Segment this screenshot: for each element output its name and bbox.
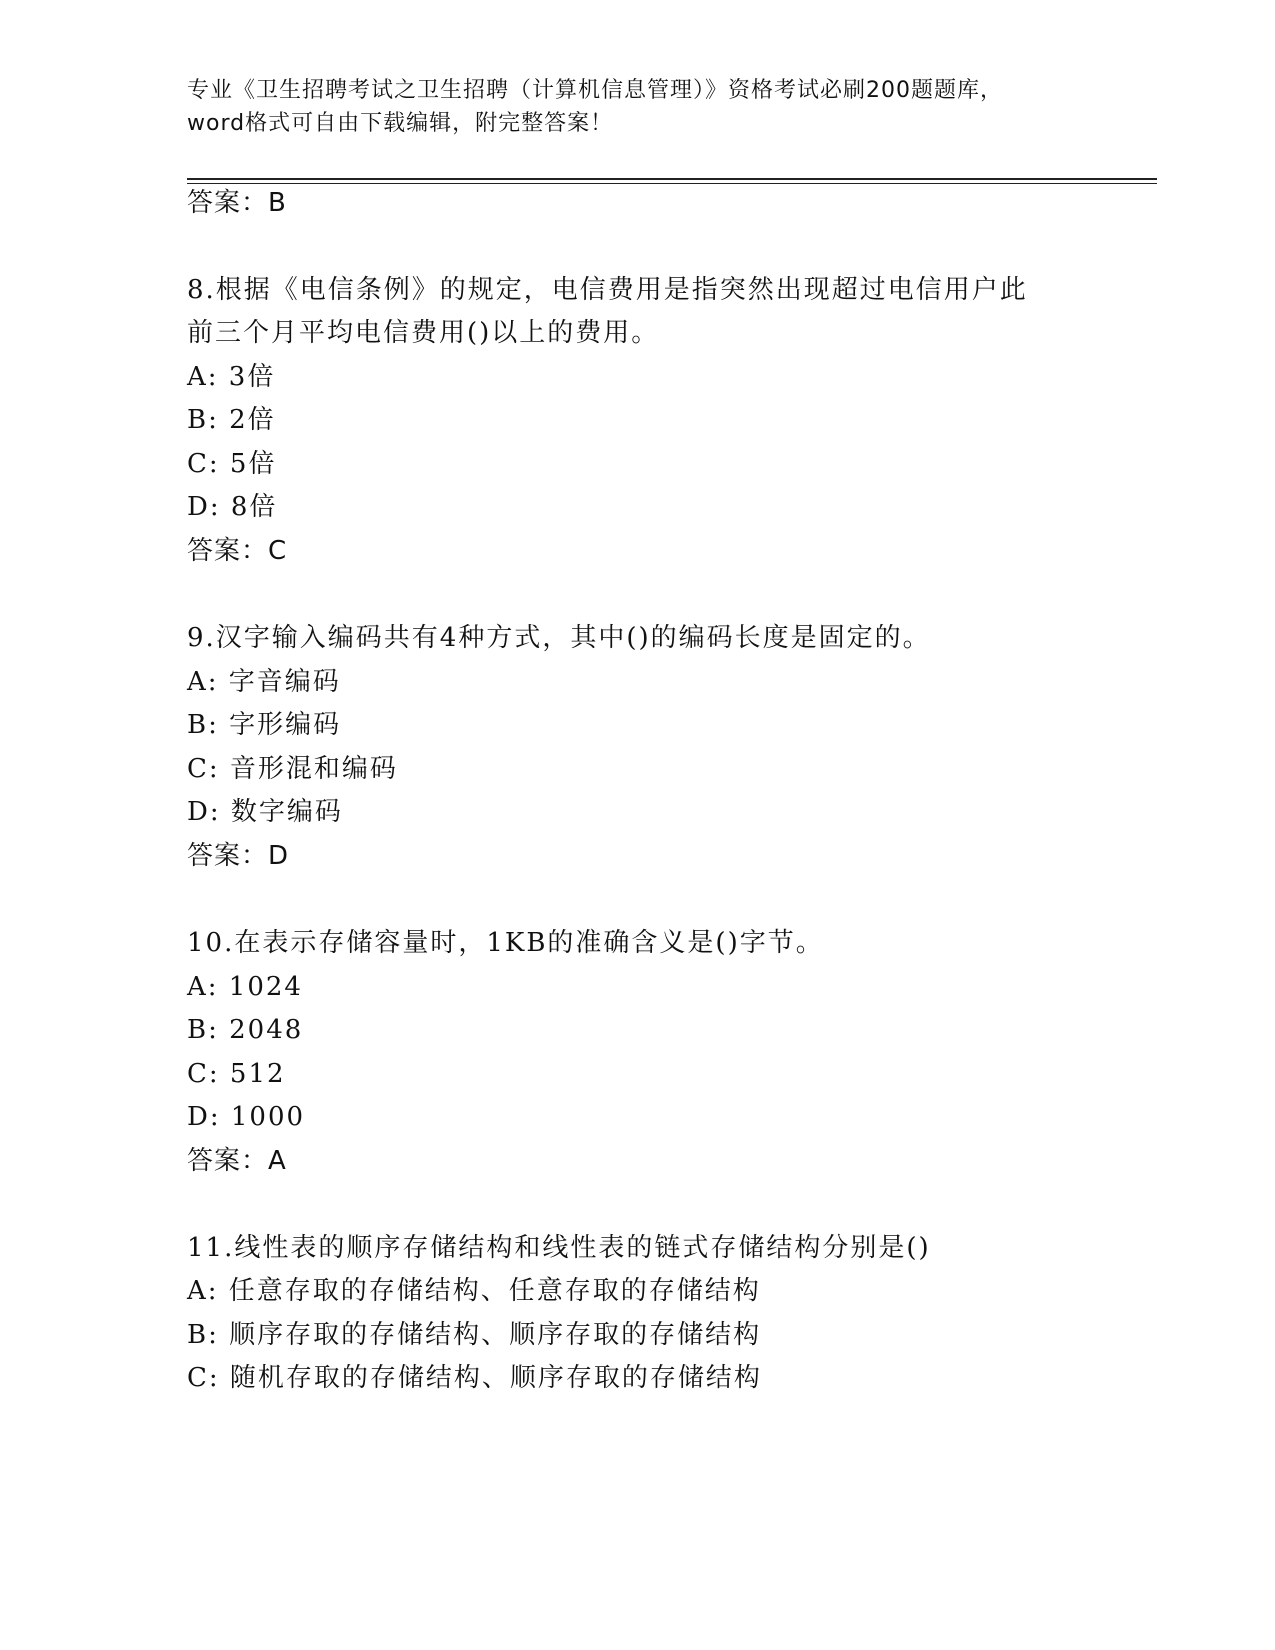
question-answer: 答案：C [187, 536, 288, 566]
option-a: A: 任意存取的存储结构、任意存取的存储结构 [187, 1276, 761, 1306]
header-divider-thin [187, 183, 1157, 184]
option-c: C: 5倍 [187, 449, 277, 479]
question-stem: 10.在表示存储容量时，1KB的准确含义是()字节。 [187, 928, 824, 958]
question-stem-continued: 前三个月平均电信费用()以上的费用。 [187, 318, 660, 348]
question-answer: 答案：D [187, 841, 290, 871]
option-a: A: 字音编码 [187, 667, 341, 697]
option-b: B: 字形编码 [187, 710, 342, 740]
document-header [187, 74, 1087, 140]
option-c: C: 音形混和编码 [187, 754, 398, 784]
option-b: B: 顺序存取的存储结构、顺序存取的存储结构 [187, 1320, 762, 1350]
option-d: D: 8倍 [187, 492, 278, 522]
question-stem: 8.根据《电信条例》的规定，电信费用是指突然出现超过电信用户此 [187, 275, 1028, 305]
option-c: C: 随机存取的存储结构、顺序存取的存储结构 [187, 1363, 762, 1393]
header-divider-thick [187, 178, 1157, 180]
option-c: C: 512 [187, 1059, 286, 1089]
option-a: A: 1024 [187, 972, 303, 1002]
previous-question-answer: 答案：B [187, 188, 287, 218]
option-d: D: 数字编码 [187, 797, 343, 827]
option-b: B: 2048 [187, 1015, 304, 1045]
header-title-line-2: word格式可自由下载编辑，附完整答案！ [187, 111, 614, 136]
document-page [187, 0, 1157, 1650]
option-a: A: 3倍 [187, 362, 276, 392]
question-stem: 11.线性表的顺序存储结构和线性表的链式存储结构分别是() [187, 1233, 931, 1263]
question-answer: 答案：A [187, 1146, 287, 1176]
header-title-line-1: 专业《卫生招聘考试之卫生招聘（计算机信息管理）》资格考试必刷200题题库， [187, 78, 1003, 103]
question-stem: 9.汉字输入编码共有4种方式，其中()的编码长度是固定的。 [187, 623, 931, 653]
option-d: D: 1000 [187, 1102, 306, 1132]
option-b: B: 2倍 [187, 405, 276, 435]
